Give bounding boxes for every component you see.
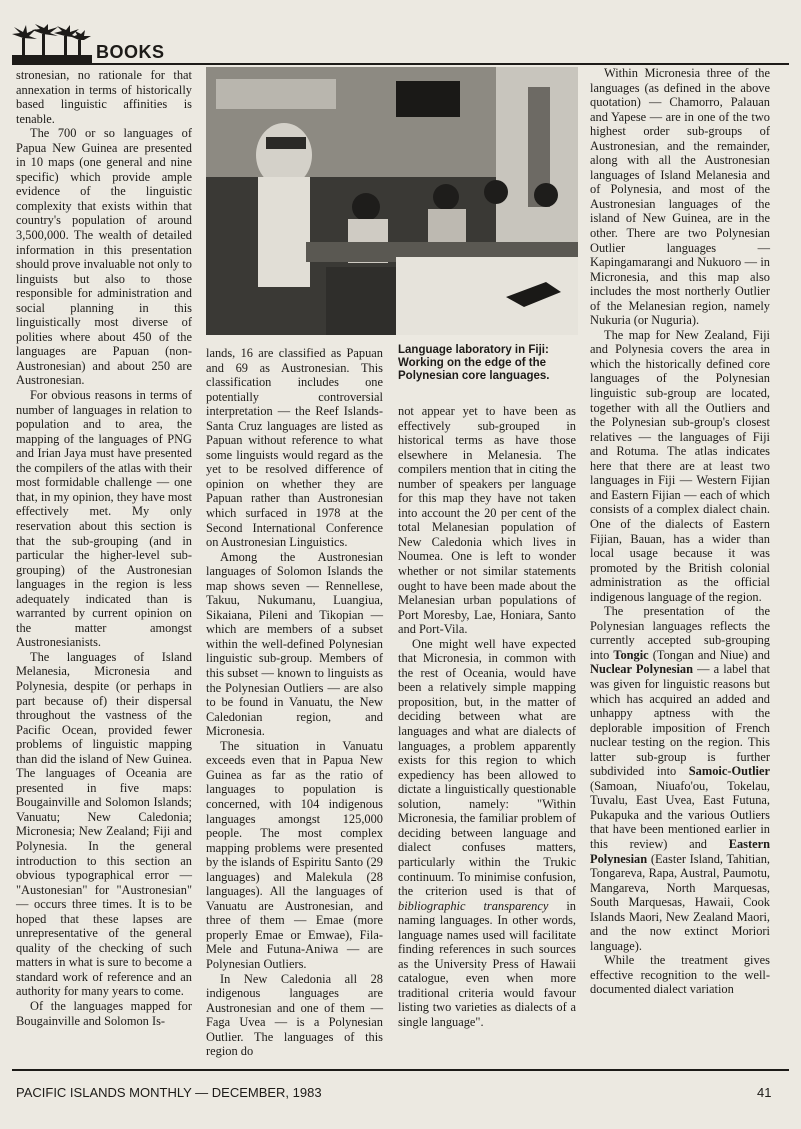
- paragraph: stronesian, no rationale for that annexation in terms of historically based linguistic affinities is tenable.: [16, 68, 192, 126]
- paragraph: not appear yet to have been as effectively sub-grouped in historical terms as have those elsewhere in Melanesia. The compilers mention that in citing the number of speakers per language for this map they have not taken into account the 20 per cent of the total Melanesian population of New Caledonia which lives in Noumea. One is left to wonder whether or not similar statements ought to have been made about the Melanesian urban populations of Port Moresby, Lae, Honiara, Santo and Port-Vila.: [398, 404, 576, 637]
- language-laboratory-photo: [206, 67, 578, 335]
- page-header: [12, 20, 789, 68]
- paragraph: Of the languages mapped for Bougainville and Solomon Is-: [16, 999, 192, 1028]
- paragraph: [590, 604, 770, 953]
- article-column-2: [206, 346, 383, 1059]
- paragraph: The languages of Island Melanesia, Micronesia and Polynesia, despite (or perhaps in part because of) their dispersal throughout the vastness of the Pacific Ocean, provided fewer problems of linguistic mapping than did the island of New Guinea. The languages of Oceania are presented in five maps: Bougainville and Solomon Islands; Vanuatu; New Caledonia; Micronesia; New Zealand; Fiji and Polynesia. In the general introduction to this section an obvious typographical error — "Austonesian" for "Austronesian" — occurs three times. It is to be hoped that these lapses are unrepresentative of the general quality of the checking of such matters in what is sure to become a standard work of reference and an authority for many years to come.: [16, 649, 192, 999]
- header-rule: [12, 63, 789, 65]
- bold-term: Tongic: [613, 647, 649, 662]
- paragraph: While the treatment gives effective recognition to the well-documented dialect variation: [590, 953, 770, 997]
- page-number: 41: [757, 1085, 772, 1100]
- article-column-3: [398, 404, 576, 1029]
- paragraph: The 700 or so languages of Papua New Guinea are presented in 10 maps (one general and nine specific) which provide ample evidence of the linguistic complexity that exists within that country's population of around 3,500,000. The wealth of detailed information in this presentation should prove invaluable not only to linguists but also to those responsible for administration and social planning in this linguistically most diverse of polities where about 450 of the languages are Papuan (non-Austronesian) and about 250 are Austronesian.: [16, 126, 192, 388]
- text-run: in naming languages. In other words, language names used will facilitate finding references in such sources as the University Press of Hawaii catalogue, even when more traditional criteria would favour listing two varieties as dialects of a single language".: [398, 898, 576, 1029]
- photo-caption: Language laboratory in Fiji: Working on the edge of the Polynesian core languages.: [398, 344, 550, 382]
- article-column-1: [16, 68, 192, 1028]
- bold-term: Nuclear Polynesian: [590, 662, 694, 677]
- article-column-4: [590, 66, 770, 997]
- text-run: — a label that was given for linguistic reasons but which has acquired an added and unhappy aptness with the deplorable imposition of French nuclear testing on the region. This latter sub-group is further subdivided into: [590, 662, 770, 779]
- paragraph: The map for New Zealand, Fiji and Polynesia covers the area in which the historically defined core languages of the Polynesian linguistic sub-group are located, together with all the Outliers and the Polynesian sub-group's closest relatives — the languages of Fiji and Rotuma. The atlas indicates here that there are at least two languages in Fiji — Western Fijian and Eastern Fijian — each of which consists of a complex dialect chain. One of the dialects of Eastern Fijian, Bauan, has a wider than local usage because it was promoted by the British colonial administration as the official indigenous language of the region.: [590, 327, 770, 604]
- section-title: BOOKS: [96, 42, 165, 62]
- bold-term: Samoic-Outlier: [688, 764, 770, 779]
- text-run: (Tongan and Niue) and: [652, 647, 770, 662]
- paragraph: lands, 16 are classified as Papuan and 69 as Austronesian. This classification includes one potentially controversial interpretation — the Reef Islands-Santa Cruz languages are listed as Papuan without reference to what some linguists would regard as the yet to be resolved difference of opinion on whether they are Papuan rather than Austronesian which surfaced in 1978 at the Second International Conference on Austronesian Linguistics.: [206, 346, 383, 550]
- bold-term: Eastern Polynesian: [590, 836, 770, 866]
- paragraph: The situation in Vanuatu exceeds even that in Papua New Guinea as far as the ratio of languages to population is concerned, with 104 indigenous languages amongst 125,000 people. The most complex mapping problems were presented by the islands of Espiritu Santo (29 languages) and Malekula (28 languages). All the languages of Vanuatu are Austronesian, and three of them — Emae (more properly Emae or Emwae), Fila-Mele and Futuna-Aniwa — are Polynesian Outliers.: [206, 738, 383, 971]
- paragraph: For obvious reasons in terms of number of languages in relation to population and to area, the mapping of the languages of PNG and Irian Jaya must have presented the compilers of the atlas with their most formidable challenge — one that, in my opinion, they have most effectively met. My only reservation about this section is that the sub-grouping (and in particular the higher-level sub-grouping) of the Austronesian languages in the region is less adequately indicated than is warranted by current opinion on the matter amongst Austronesianists.: [16, 388, 192, 650]
- text-run: (Easter Island, Tahitian, Tongareva, Rapa, Austral, Paumotu, Mangareva, North Marquesas, South Marquesas, Hawaii, Cook Islands Maori, New Zealand Maori, and the now extinct Moriori language).: [590, 851, 770, 953]
- paragraph: [398, 637, 576, 1030]
- text-run: One might well have expected that Micronesia, in common with the rest of Oceania, would have been a relatively simple mapping proposition, but, in the matter of deciding between what are languages and what are dialects of languages, a problem apparently exists for this region to which expediency has been allowed to dictate a linguistically questionable solution, namely: "Within Micronesia, the familiar problem of deciding between language and dialect confuses matters, particularly within the Trukic continuum. To minimise confusion, the criterion used is that of: [398, 636, 576, 899]
- footer-rule: [12, 1069, 789, 1071]
- photo-illustration: [206, 67, 578, 335]
- text-run: (Samoan, Niuafo'ou, Tokelau, Tuvalu, East Uvea, East Futuna, Pukapuka and the various Outliers that have been mentioned earlier in this review) and: [590, 778, 770, 851]
- paragraph: Within Micronesia three of the languages (as defined in the above quotation) — Chamorro, Palauan and Yapese — are in one of the two highest order sub-groups of Austronesian, and the remainder, along with all the Austronesian languages of Island Melanesia and of Polynesia, and most of the Austronesian languages of the island of New Guinea, are in the other. There are two Polynesian Outlier languages — Kapingamarangi and Nukuoro — in Micronesia, and this map also includes the most northerly Outlier of the Melanesian region, namely Nukuria (or Nuguria).: [590, 66, 770, 328]
- text-run: The presentation of the Polynesian languages reflects the currently accepted sub-grouping into: [590, 604, 770, 662]
- italic-term: bibliographic transparency: [398, 898, 549, 913]
- publication-footer: PACIFIC ISLANDS MONTHLY — DECEMBER, 1983: [16, 1085, 322, 1100]
- palm-trees-icon: [12, 24, 92, 64]
- paragraph: In New Caledonia all 28 indigenous languages are Austronesian and one of them — Faga Uvea — is a Polynesian Outlier. The languages of this region do: [206, 971, 383, 1059]
- paragraph: Among the Austronesian languages of Solomon Islands the map shows seven — Rennellese, Takuu, Nukumanu, Luangiua, Sikaiana, Pileni and Tikopian — which are members of a subset within the well-defined Polynesian linguistic sub-group. Members of this subset — known to linguists as the Polynesian Outliers — are also to be found in Vanuatu, the New Caledonian region, and Micronesia.: [206, 549, 383, 739]
